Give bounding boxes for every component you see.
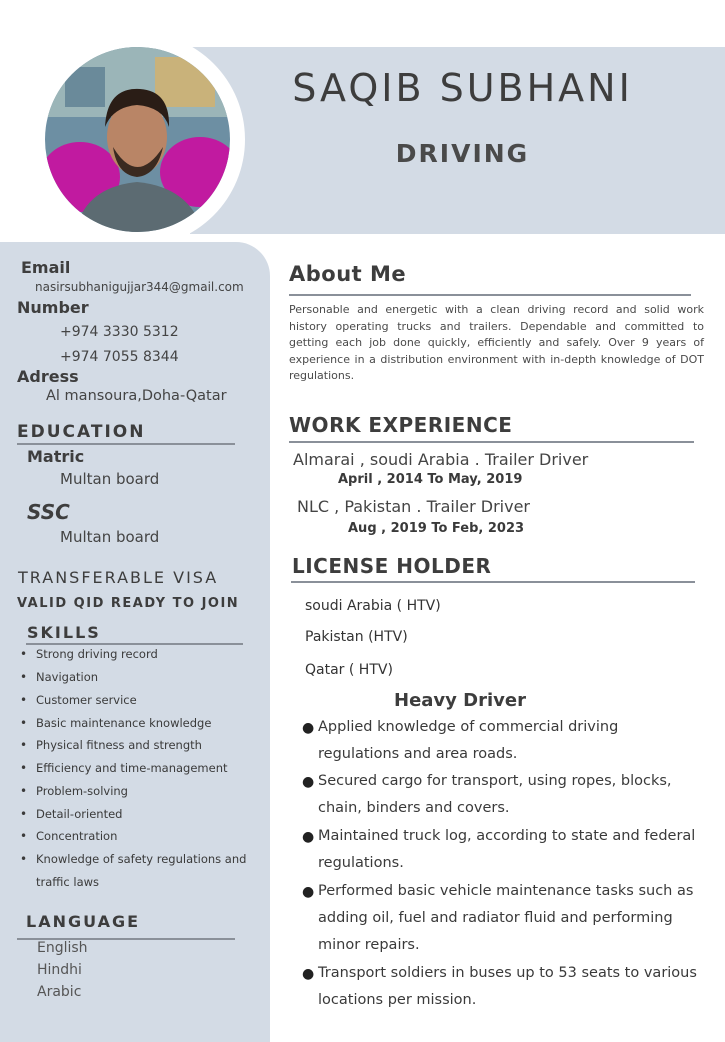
skill-item-continued: traffic laws <box>36 875 100 889</box>
language-item: Hindhi <box>37 962 82 978</box>
duty-item: Performed basic vehicle maintenance tasks such as adding oil, fuel and radiator fluid and performing minor repairs. <box>318 883 694 953</box>
skill-item: • Efficiency and time-management <box>21 761 228 775</box>
visa-line-1: TRANSFERABLE VISA <box>18 568 219 587</box>
skill-item: • Navigation <box>21 670 98 684</box>
candidate-role: DRIVING <box>395 139 530 168</box>
education-board-1: Multan board <box>60 470 160 488</box>
phone-2: +974 7055 8344 <box>60 349 179 365</box>
email-label: Email <box>21 258 71 277</box>
bullet-icon: ● <box>302 774 315 790</box>
address-label: Adress <box>17 367 79 386</box>
job-title-2: NLC , Pakistan . Trailer Driver <box>297 497 531 516</box>
bullet-icon: ● <box>302 966 315 982</box>
job-dates-2: Aug , 2019 To Feb, 2023 <box>348 521 525 536</box>
job-dates-1: April , 2014 To May, 2019 <box>338 472 523 487</box>
language-item: English <box>37 940 88 956</box>
about-title: About Me <box>289 262 407 286</box>
license-subtitle: Heavy Driver <box>394 690 526 711</box>
skill-item: • Detail-oriented <box>21 807 122 821</box>
skill-item: • Strong driving record <box>21 647 158 661</box>
candidate-name: SAQIB SUBHANI <box>292 66 633 110</box>
license-item: Pakistan (HTV) <box>305 629 408 645</box>
bullet-icon: ● <box>302 829 315 845</box>
education-degree-1: Matric <box>27 447 85 466</box>
skill-item: • Physical fitness and strength <box>21 738 202 752</box>
skill-item: • Basic maintenance knowledge <box>21 716 211 730</box>
skills-title: SKILLS <box>27 623 101 642</box>
skill-item: • Knowledge of safety regulations and <box>21 852 246 866</box>
bullet-icon: ● <box>302 884 315 900</box>
duty-item: Maintained truck log, according to state and federal regulations. <box>318 828 696 871</box>
visa-line-2: VALID QID READY TO JOIN <box>17 596 240 611</box>
experience-title: WORK EXPERIENCE <box>289 413 513 437</box>
license-rule <box>291 581 695 583</box>
skill-item: • Problem-solving <box>21 784 128 798</box>
duty-item: Applied knowledge of commercial driving regulations and area roads. <box>318 719 619 762</box>
education-board-2: Multan board <box>60 528 160 546</box>
job-title-1: Almarai , soudi Arabia . Trailer Driver <box>293 450 589 469</box>
duty-item: Secured cargo for transport, using ropes, blocks, chain, binders and covers. <box>318 773 672 816</box>
bullet-icon: ● <box>302 720 315 736</box>
duty-item: Transport soldiers in buses up to 53 seats to various locations per mission. <box>318 965 697 1008</box>
education-title: EDUCATION <box>17 422 146 442</box>
experience-rule <box>289 441 694 443</box>
about-rule <box>289 294 691 296</box>
skills-rule <box>26 643 243 645</box>
language-title: LANGUAGE <box>26 912 141 931</box>
education-rule <box>17 443 235 445</box>
phone-1: +974 3330 5312 <box>60 324 179 340</box>
skill-item: • Concentration <box>21 829 117 843</box>
about-text: Personable and energetic with a clean driving record and solid work history operating trucks and trailers. Dependable and committed to getting each job done quickly, efficiently and safely. Over 9 years of experience in a distribution environment with in-depth knowledge of DOT regulations. <box>289 303 704 382</box>
skill-item: • Customer service <box>21 693 137 707</box>
email-value: nasirsubhanigujjar344@gmail.com <box>35 280 244 294</box>
language-item: Arabic <box>37 984 82 1000</box>
education-degree-2: SSC <box>27 500 70 524</box>
license-title: LICENSE HOLDER <box>292 554 492 578</box>
license-item: Qatar ( HTV) <box>305 662 393 678</box>
address-value: Al mansoura,Doha-Qatar <box>46 388 227 404</box>
license-item: soudi Arabia ( HTV) <box>305 598 441 614</box>
number-label: Number <box>17 298 89 317</box>
